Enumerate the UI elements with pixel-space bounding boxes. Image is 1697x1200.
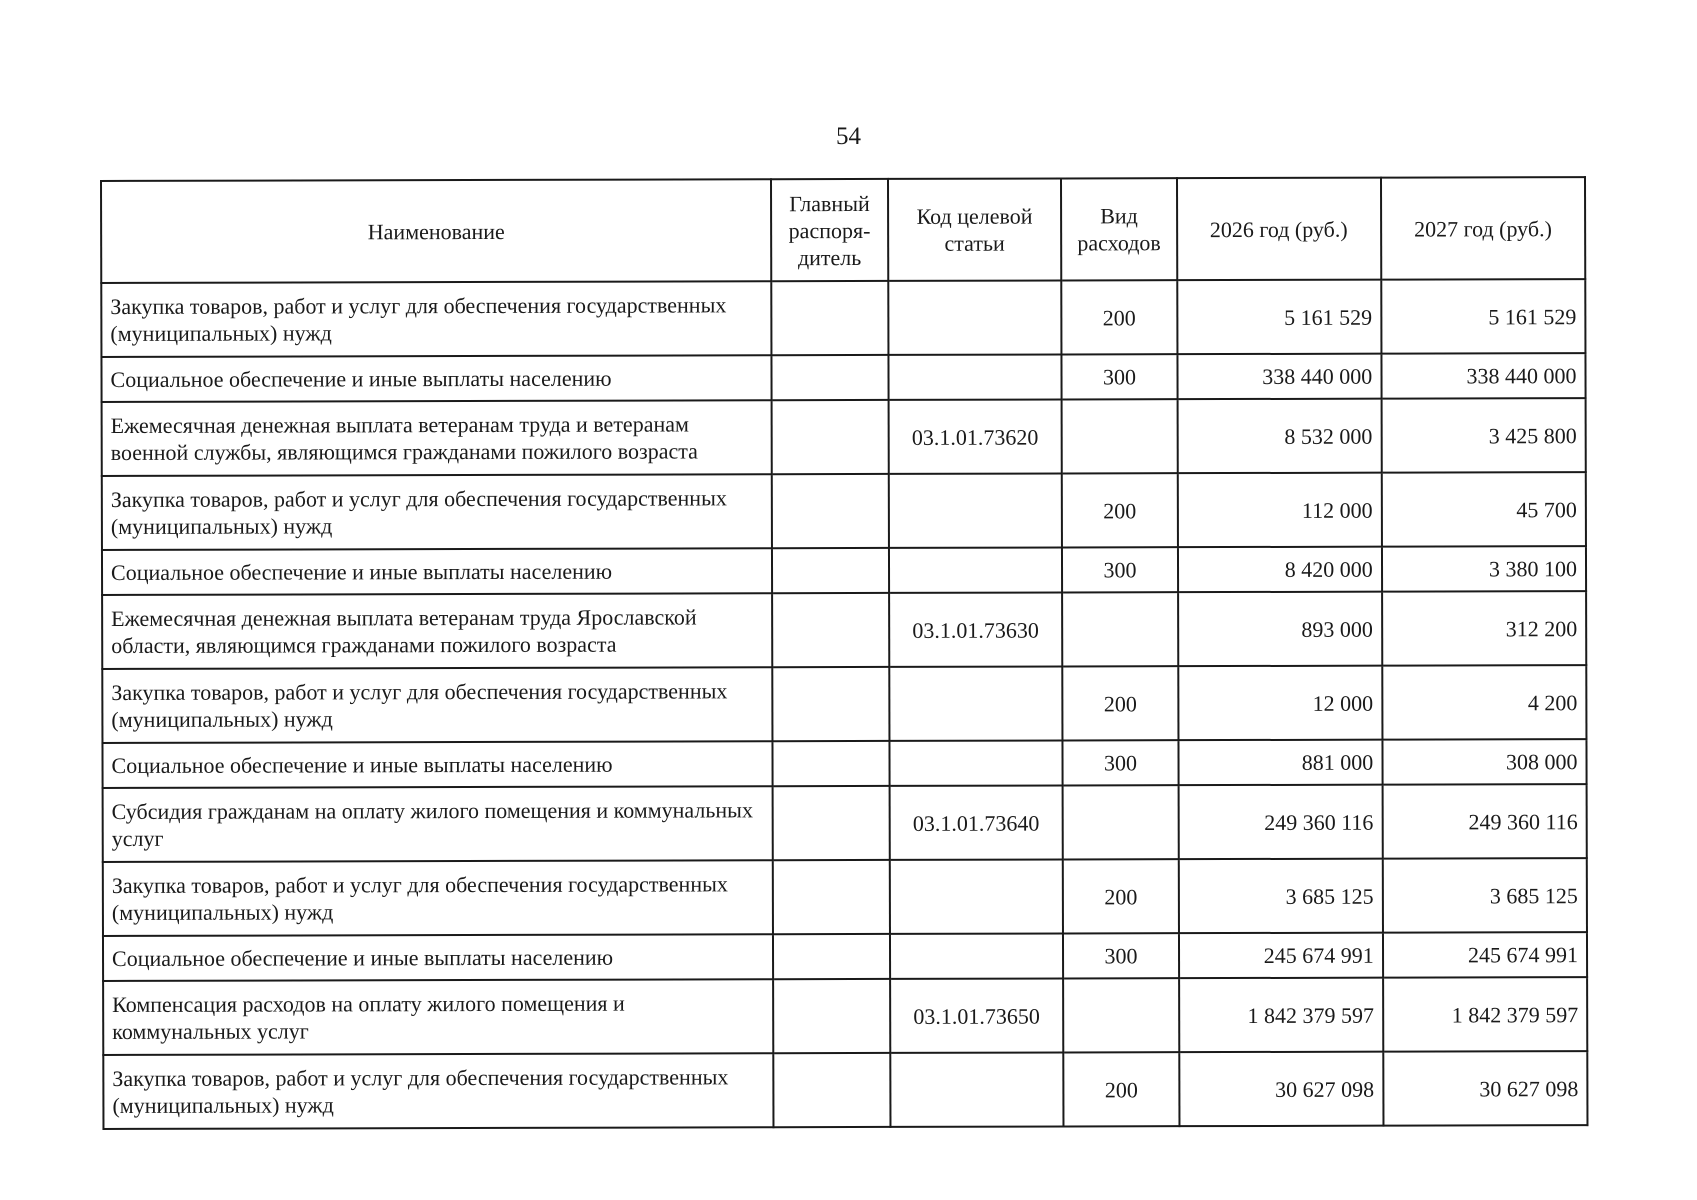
cell-2027: 312 200 — [1382, 591, 1586, 666]
header-2027: 2027 год (руб.) — [1381, 177, 1586, 280]
table-row — [103, 932, 1587, 981]
page-number: 54 — [836, 123, 861, 150]
cell-2027: 245 674 991 — [1383, 932, 1587, 978]
cell-2026: 3 685 125 — [1178, 859, 1382, 934]
cell-2027: 45 700 — [1382, 472, 1586, 547]
cell-code: 03.1.01.73640 — [889, 785, 1063, 859]
cell-2027: 3 425 800 — [1381, 398, 1585, 473]
cell-type — [1062, 592, 1177, 666]
cell-name: Закупка товаров, работ и услуг для обеспечения государственных (муниципальных) нужд — [102, 474, 772, 550]
cell-type: 300 — [1062, 547, 1177, 592]
cell-type — [1063, 978, 1178, 1052]
cell-2027: 1 842 379 597 — [1383, 977, 1587, 1052]
cell-name: Компенсация расходов на оплату жилого помещения и коммунальных услуг — [103, 979, 773, 1055]
cell-code — [889, 666, 1063, 740]
table-row — [103, 858, 1587, 936]
table-row — [103, 784, 1587, 862]
cell-2027: 3 685 125 — [1383, 858, 1587, 933]
header-name: Наименование — [101, 179, 772, 283]
cell-manager — [772, 593, 888, 667]
table-row — [102, 591, 1586, 669]
cell-manager — [772, 548, 888, 593]
cell-2027: 4 200 — [1382, 665, 1586, 740]
cell-2027: 338 440 000 — [1381, 353, 1585, 399]
cell-name: Ежемесячная денежная выплата ветеранам труда и ветеранам военной службы, являющимся гражданами пожилого возраста — [102, 400, 772, 476]
table-row — [102, 546, 1586, 595]
cell-2027: 3 380 100 — [1382, 546, 1586, 592]
cell-manager — [773, 741, 889, 786]
cell-manager — [773, 979, 889, 1053]
table-row — [102, 739, 1586, 788]
cell-2027: 30 627 098 — [1383, 1051, 1587, 1126]
table-row — [101, 279, 1585, 357]
cell-name: Закупка товаров, работ и услуг для обеспечения государственных (муниципальных) нужд — [103, 860, 773, 936]
table-row — [103, 1051, 1587, 1129]
cell-manager — [774, 1053, 890, 1127]
cell-type: 300 — [1063, 740, 1178, 785]
cell-type: 200 — [1064, 1052, 1179, 1126]
cell-code — [888, 547, 1062, 592]
cell-type: 200 — [1062, 280, 1177, 354]
cell-2026: 12 000 — [1178, 666, 1382, 741]
cell-2026: 249 360 116 — [1178, 785, 1382, 860]
cell-2027: 5 161 529 — [1381, 279, 1585, 354]
table-row — [102, 398, 1586, 476]
header-type: Вид расходов — [1061, 178, 1176, 280]
cell-code — [889, 740, 1063, 785]
cell-type: 200 — [1063, 859, 1178, 933]
cell-code — [890, 933, 1064, 978]
cell-name: Социальное обеспечение и иные выплаты населению — [103, 934, 773, 981]
cell-2026: 30 627 098 — [1179, 1052, 1383, 1127]
cell-name: Закупка товаров, работ и услуг для обеспечения государственных (муниципальных) нужд — [103, 1053, 773, 1129]
header-2026: 2026 год (руб.) — [1176, 178, 1381, 281]
cell-type: 300 — [1062, 354, 1177, 399]
cell-2026: 893 000 — [1178, 592, 1382, 667]
cell-2026: 8 532 000 — [1177, 399, 1381, 474]
cell-manager — [773, 934, 889, 979]
table-header-row — [101, 177, 1585, 283]
cell-2027: 308 000 — [1382, 739, 1586, 785]
table-row — [102, 472, 1586, 550]
cell-manager — [772, 281, 888, 355]
cell-code: 03.1.01.73650 — [890, 978, 1064, 1052]
cell-type: 300 — [1063, 933, 1178, 978]
cell-name: Субсидия гражданам на оплату жилого помещения и коммунальных услуг — [103, 786, 773, 862]
table-row — [103, 977, 1587, 1055]
cell-code — [888, 354, 1062, 399]
cell-manager — [773, 860, 889, 934]
cell-name: Социальное обеспечение и иные выплаты населению — [102, 548, 772, 595]
budget-table — [100, 176, 1588, 1130]
cell-name: Ежемесячная денежная выплата ветеранам труда Ярославской области, являющимся гражданами пожилого возраста — [102, 593, 772, 669]
table-row — [101, 353, 1585, 402]
cell-2026: 245 674 991 — [1178, 933, 1382, 979]
cell-code: 03.1.01.73630 — [889, 592, 1063, 666]
cell-manager — [772, 474, 888, 548]
cell-manager — [773, 667, 889, 741]
cell-2027: 249 360 116 — [1382, 784, 1586, 859]
table-row — [102, 665, 1586, 743]
cell-code — [889, 859, 1063, 933]
cell-manager — [773, 786, 889, 860]
header-manager: Главный распоря-дитель — [771, 179, 888, 281]
cell-manager — [772, 400, 888, 474]
cell-2026: 338 440 000 — [1177, 354, 1381, 400]
cell-type — [1062, 399, 1177, 473]
cell-2026: 5 161 529 — [1177, 280, 1381, 355]
cell-2026: 8 420 000 — [1177, 547, 1381, 593]
cell-manager — [772, 355, 888, 400]
cell-type: 200 — [1063, 666, 1178, 740]
cell-name: Закупка товаров, работ и услуг для обеспечения государственных (муниципальных) нужд — [101, 281, 771, 357]
cell-type: 200 — [1062, 473, 1177, 547]
cell-name: Закупка товаров, работ и услуг для обеспечения государственных (муниципальных) нужд — [102, 667, 772, 743]
cell-code: 03.1.01.73620 — [888, 399, 1062, 473]
cell-type — [1063, 785, 1178, 859]
header-code: Код целевой статьи — [888, 178, 1062, 280]
cell-code — [888, 280, 1062, 354]
cell-code — [888, 473, 1062, 547]
cell-code — [890, 1052, 1064, 1126]
cell-2026: 112 000 — [1177, 473, 1381, 548]
cell-2026: 881 000 — [1178, 740, 1382, 786]
cell-2026: 1 842 379 597 — [1179, 978, 1383, 1053]
cell-name: Социальное обеспечение и иные выплаты населению — [101, 355, 771, 402]
cell-name: Социальное обеспечение и иные выплаты населению — [102, 741, 772, 788]
